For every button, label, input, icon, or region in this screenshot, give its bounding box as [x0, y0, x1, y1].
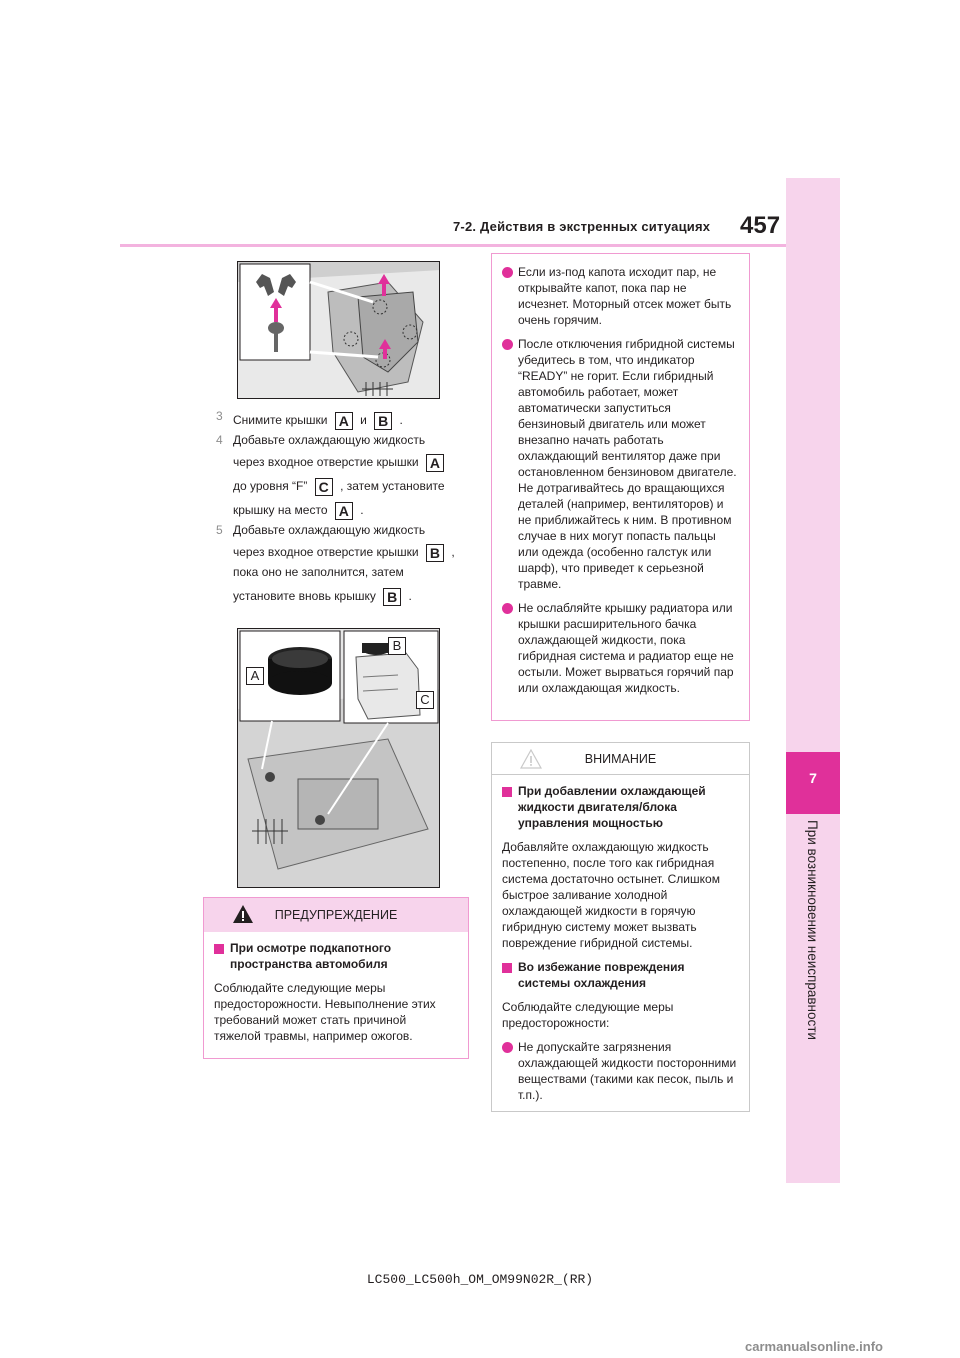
warning-triangle-icon [232, 904, 254, 924]
warning-title: ПРЕДУПРЕЖДЕНИЕ [274, 908, 398, 922]
warning-text: Соблюдайте следующие меры предосторожности. Невыполнение этих требований может стать причиной тяжелой травмы, например ожогов. [214, 981, 436, 1043]
engine-cover-illustration [237, 261, 440, 399]
label-b-icon: B [374, 412, 392, 430]
warning-box-header [204, 898, 468, 932]
step-text: , затем установите [340, 479, 445, 493]
coolant-reservoir-illustration [237, 628, 440, 888]
label-b-icon: B [426, 544, 444, 562]
step-text: Снимите крышки [233, 413, 328, 427]
label-a-icon: A [335, 502, 353, 520]
step-text: установите вновь крышку [233, 589, 376, 603]
label-a-icon: A [335, 412, 353, 430]
notice-item-title: Во избежание повреждения системы охлаждения [502, 959, 737, 991]
notice-box-header [492, 743, 749, 775]
page-number: 457 [740, 212, 781, 239]
label-c-icon: C [315, 478, 333, 496]
step-text: через входное отверстие крышки [233, 455, 419, 469]
list-item: Не ослабляйте крышку радиатора или крышки расширительного бачка охлаждающей жидкости, пока гибридная система и радиатор еще не остыли. Может вырваться горячий пар или охлаждающая жидкость. [502, 600, 737, 696]
list-item: Не допускайте загрязнения охлаждающей жидкости посторонними веществами (такими как песок, пыль и т.п.). [502, 1039, 737, 1103]
step-3 [212, 408, 472, 432]
section-title: 7-2. Действия в экстренных ситуациях [453, 219, 711, 234]
label-a-icon: A [426, 454, 444, 472]
step-text: , [451, 545, 455, 559]
step-number: 3 [216, 409, 223, 423]
step-text: через входное отверстие крышки [233, 545, 419, 559]
step-text: Добавьте охлаждающую жидкость [233, 523, 426, 537]
step-text: крышку на место [233, 503, 328, 517]
figure-label-a: A [246, 667, 264, 685]
chapter-title: При возникновении неисправности [805, 820, 820, 1040]
chapter-number: 7 [809, 770, 817, 786]
notice-title: ВНИМАНИЕ [584, 751, 657, 766]
notice-text: Добавляйте охлаждающую жидкость постепенно, после того как гибридная система достаточно остынет. Слишком быстрое заливание холодной охлаждающей жидкости в горячую гибридную систему может вызвать повреждение гибридной системы. [502, 840, 720, 950]
step-text: . [360, 503, 364, 517]
step-text: пока оно не заполнится, затем [233, 565, 404, 579]
step-4 [212, 432, 472, 522]
label-b-icon: B [383, 588, 401, 606]
figure-label-c: C [416, 691, 434, 709]
step-text: . [408, 589, 412, 603]
watermark: carmanualsonline.info [745, 1339, 883, 1354]
caution-triangle-icon [520, 749, 542, 769]
warning-box [203, 897, 469, 1059]
step-number: 5 [216, 523, 223, 537]
step-number: 4 [216, 433, 223, 447]
warning-item-title: При осмотре подкапотного пространства автомобиля [214, 940, 456, 972]
notice-text: Соблюдайте следующие меры предосторожности: [502, 1000, 674, 1030]
warning-continuation-box [491, 253, 750, 721]
step-5 [212, 522, 472, 608]
notice-item-title: При добавлении охлаждающей жидкости двигателя/блока управления мощностью [502, 783, 737, 831]
figure-label-b: B [388, 637, 406, 655]
header-rule [120, 244, 786, 247]
step-text: и [360, 413, 367, 427]
document-code: LC500_LC500h_OM_OM99N02R_(RR) [366, 1272, 594, 1287]
step-text: Добавьте охлаждающую жидкость [233, 433, 426, 447]
list-item: Если из-под капота исходит пар, не открывайте капот, пока пар не исчезнет. Моторный отсек может быть очень горячим. [502, 264, 737, 328]
step-text: . [399, 413, 403, 427]
step-text: до уровня “F” [233, 479, 308, 493]
list-item: После отключения гибридной системы убедитесь в том, что индикатор “READY” не горит. Если гибридный автомобиль работает, может автоматически запуститься бензиновый двигатель или может внезапно начать работать охлаждающий вентилятор даже при остановленном бензиновом двигателе. Не дотрагивайтесь до вращающихся деталей (например, вентиляторов) и не приближайтесь к ним. В противном случае в них могут попасть пальцы или одежда (особенно галстук или шарф), что приведет к серьезной травме. [502, 336, 737, 592]
notice-box [491, 742, 750, 1112]
procedure-steps [212, 408, 472, 608]
